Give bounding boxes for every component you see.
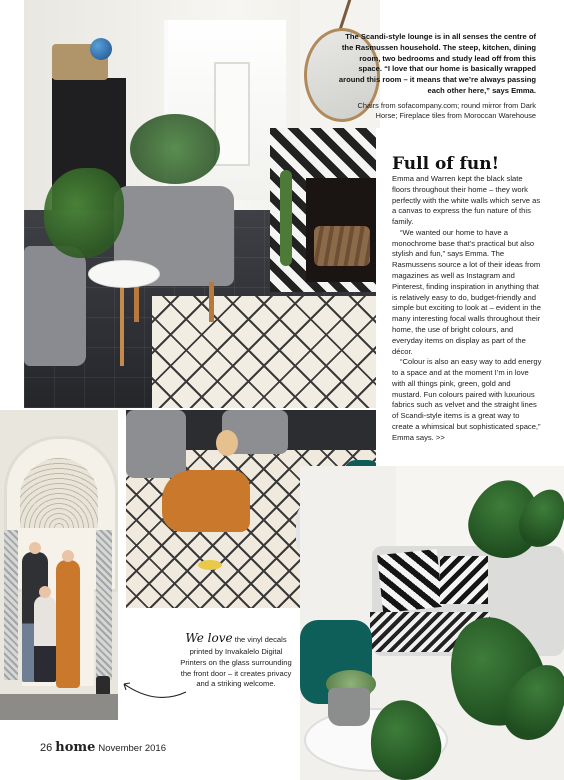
patterned-sidelight-right [96,530,112,680]
article-body [392,174,542,444]
palm-plant [130,114,220,184]
cactus-plant [280,170,292,266]
cushions-plant-photo [300,466,564,780]
side-table [88,260,160,288]
article-paragraph: Emma and Warren kept the black slate floors throughout their home – they work perfectly with the white walls which serve as a canvas to express the fun nature of this family. [392,174,541,227]
we-love-lead: We love [185,631,233,645]
front-step [0,694,118,720]
grey-armchair [126,410,186,478]
article-paragraph: “Colour is also an easy way to add energy to a space and at the moment I’m in love with all things pink, green, gold and mustard. Fun colours paired with luxurious fabrics such as velvet and the straight lines of Scandi-style items is a great way to create a whimsical but sophisticated space,” Emma says. >> [392,357,542,442]
curved-arrow-icon [116,672,188,702]
head [29,542,41,554]
monochrome-cushion [377,549,443,613]
banana-toy [198,560,222,570]
head [62,550,74,562]
firewood-logs [314,226,370,266]
page-number: 26 [40,742,53,754]
grey-armchair-left [24,246,86,366]
lounge-caption: The Scandi-style lounge is in all senses the centre of the Rasmussen household. The steep, kitchen, dining room, two bedrooms and study lead off from this space. “I love that our home is basically wrapped around this room – it means that we’re always passing each other here,” says Emma. [338,32,536,95]
front-door-photo [0,410,118,720]
page-footer [40,740,166,755]
mother-figure [56,560,80,688]
monstera-plant [44,168,124,258]
side-table-leg [120,282,124,366]
mirror-strap [339,0,352,30]
patterned-sidelight-left [4,530,18,680]
we-love-caption [180,630,292,690]
chair-leg [134,282,139,322]
lounge-credits: Chairs from sofacompany.com; round mirror from Dark Horse; Fireplace tiles from Moroccan Warehouse [357,101,536,121]
article-heading: Full of fun! [392,154,500,174]
we-love-text: the vinyl decals printed by Invakalelo Digital Printers on the glass surrounding the front door – it creates privacy and a striking welcome. [180,635,292,689]
boots [96,676,110,696]
head [39,586,51,598]
daughter-figure [34,596,56,682]
magazine-brand: home [55,740,96,755]
chair-leg [209,282,214,322]
concrete-pot [328,688,370,726]
globe [90,38,112,60]
decal-fanlight [20,458,98,528]
monochrome-cushion [440,556,488,604]
berber-rug [152,296,376,408]
issue-date: November 2016 [98,743,167,754]
article-paragraph: “We wanted our home to have a monochrome base that’s practical but also stylish and fun,” says Emma. The Rasmussens source a lot of their ideas from magazines as well as Instagram and Pinterest, finding inspiration in anything that is relatively easy to do, budget-friendly and simple but exciting to look at – evident in the many interesting focal walls throughout their home, the use of bright colours, and everyday items on display as part of the décor. [392,227,542,356]
woman-in-mustard-dress [162,470,250,532]
woman-head [216,430,238,456]
